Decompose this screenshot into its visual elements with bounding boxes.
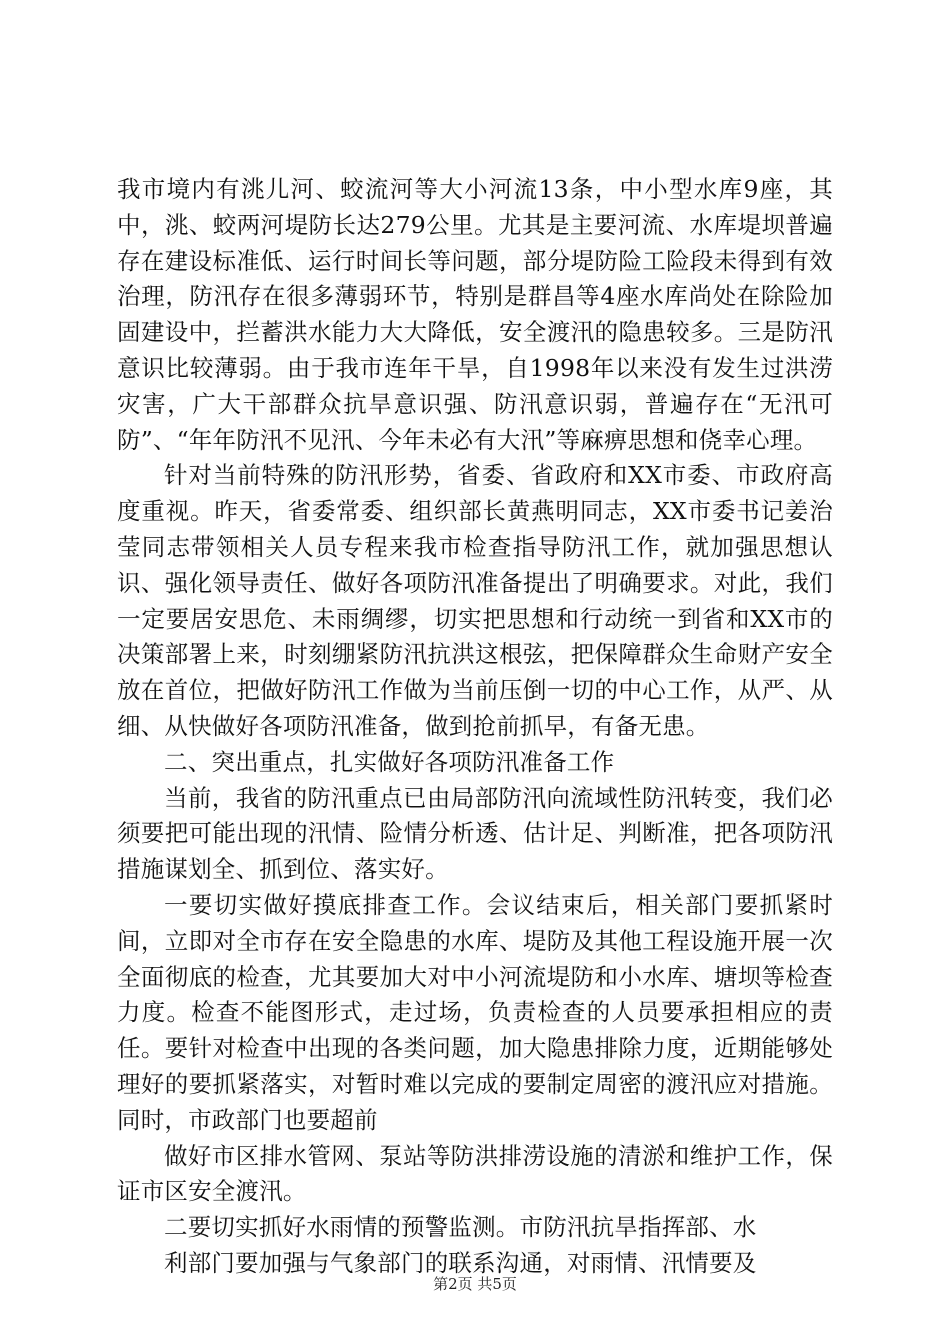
paragraph-6: 二要切实抓好水雨情的预警监测。市防汛抗旱指挥部、水 (164, 1213, 757, 1242)
paragraph-1: 我市境内有洮儿河、蛟流河等大小河流13条，中小型水库9座，其中，洮、蛟两河堤防长达279公里。尤其是主要河流、水库堤坝普遍存在建设标准低、运行时间长等问题，部分堤防险工险段未得到有效治理，防汛存在很多薄弱环节，特别是群昌等4座水库尚处在除险加固建设中，拦蓄洪水能力大大降低，安全渡汛的隐患较多。三是防汛意识比较薄弱。由于我市连年干旱，自1998年以来没有发生过洪涝灾害，广大干部群众抗旱意识强、防汛意识弱，普遍存在“无汛可防”、“年年防汛不见汛、今年未必有大汛”等麻痹思想和侥幸心理。 (117, 175, 833, 454)
paragraph-4: 一要切实做好摸底排查工作。会议结束后，相关部门要抓紧时间，立即对全市存在安全隐患的水库、堤防及其他工程设施开展一次全面彻底的检查，尤其要加大对中小河流堤防和小水库、塘坝等检查力度。检查不能图形式，走过场，负责检查的人员要承担相应的责任。要针对检查中出现的各类问题，加大隐患排除力度，近期能够处理好的要抓紧落实，对暂时难以完成的要制定周密的渡汛应对措施。同时，市政部门也要超前 (117, 890, 833, 1134)
paragraph-5: 做好市区排水管网、泵站等防洪排涝设施的清淤和维护工作，保证市区安全渡汛。 (117, 1141, 833, 1206)
document-body (117, 172, 833, 1282)
paragraph-2: 针对当前特殊的防汛形势，省委、省政府和XX市委、市政府高度重视。昨天，省委常委、组织部长黄燕明同志，XX市委书记姜治莹同志带领相关人员专程来我市检查指导防汛工作，就加强思想认识、强化领导责任、做好各项防汛准备提出了明确要求。对此，我们一定要居安思危、未雨绸缪，切实把思想和行动统一到省和XX市的决策部署上来，时刻绷紧防汛抗洪这根弦，把保障群众生命财产安全放在首位，把做好防汛工作做为当前压倒一切的中心工作，从严、从细、从快做好各项防汛准备，做到抢前抓早，有备无患。 (117, 461, 833, 740)
page-number-footer: 第2页 共5页 (433, 1275, 517, 1293)
paragraph-7: 利部门要加强与气象部门的联系沟通，对雨情、汛情要及 (164, 1248, 757, 1277)
section-heading: 二、突出重点，扎实做好各项防汛准备工作 (164, 747, 615, 776)
paragraph-3: 当前，我省的防汛重点已由局部防汛向流域性防汛转变，我们必须要把可能出现的汛情、险情分析透、估计足、判断准，把各项防汛措施谋划全、抓到位、落实好。 (117, 783, 833, 884)
